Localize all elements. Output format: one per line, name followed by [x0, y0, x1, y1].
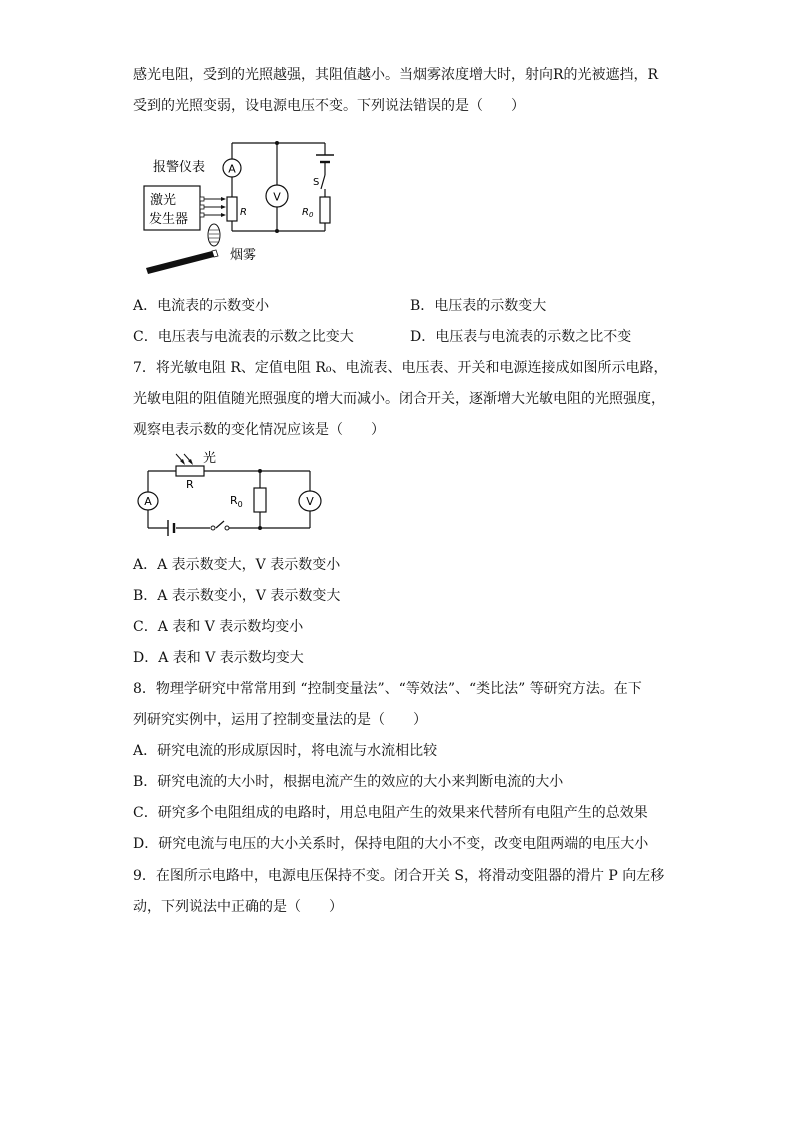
- q6-option-b[interactable]: B．电压表的示数变大: [410, 298, 547, 314]
- q7-option-d[interactable]: D．A 表和 V 表示数均变大: [133, 650, 304, 666]
- laser-label-2: 发生器: [149, 212, 189, 227]
- voltmeter-label: V: [306, 495, 314, 508]
- q7-option-c[interactable]: C．A 表和 V 表示数均变小: [133, 619, 304, 635]
- q7-option-a[interactable]: A．A 表示数变大，V 表示数变小: [133, 557, 341, 573]
- q6-option-d[interactable]: D．电压表与电流表的示数之比不变: [410, 329, 632, 345]
- q7-option-b[interactable]: B．A 表示数变小，V 表示数变大: [133, 588, 341, 604]
- q7-stem-line-3: 观察电表示数的变化情况应该是（ ）: [133, 422, 385, 438]
- ammeter-label: A: [144, 495, 152, 508]
- smoke-alarm-circuit-diagram: [140, 135, 360, 275]
- light-label: 光: [203, 451, 217, 466]
- q7-stem-line-2: 光敏电阻的阻值随光照强度的增大而减小。闭合开关，逐渐增大光敏电阻的光照强度，: [133, 391, 665, 407]
- q6-stem-line-1: 感光电阻，受到的光照越强，其阻值越小。当烟雾浓度增大时，射向R的光被遮挡，R: [133, 67, 659, 83]
- switch-label: S: [313, 177, 320, 188]
- smoke-label: 烟雾: [230, 248, 257, 263]
- q8-stem-line-2: 列研究实例中，运用了控制变量法的是（ ）: [133, 712, 427, 728]
- q6-option-c[interactable]: C．电压表与电流表的示数之比变大: [133, 329, 354, 345]
- q6-option-a[interactable]: A．电流表的示数变小: [133, 298, 270, 314]
- laser-label-1: 激光: [150, 193, 177, 208]
- q9-stem-line-2: 动，下列说法中正确的是（ ）: [133, 899, 343, 915]
- q8-stem-line-1: 8．物理学研究中常常用到 “控制变量法”、“等效法”、“类比法” 等研究方法。在下: [133, 681, 642, 697]
- voltmeter-label: V: [273, 190, 281, 204]
- q6-stem-line-2: 受到的光照变弱，设电源电压不变。下列说法错误的是（ ）: [133, 98, 525, 114]
- r0-label: $R_0$: [230, 494, 243, 509]
- q8-option-d[interactable]: D．研究电流与电压的大小关系时，保持电阻的大小不变，改变电阻两端的电压大小: [133, 836, 649, 852]
- ammeter-label: A: [228, 162, 236, 176]
- resistor-r-label: R: [186, 478, 194, 491]
- resistor-r-label: R: [240, 207, 247, 218]
- photoresistor-circuit-diagram: [132, 448, 332, 540]
- q8-option-b[interactable]: B．研究电流的大小时，根据电流产生的效应的大小来判断电流的大小: [133, 774, 564, 790]
- q9-stem-line-1: 9．在图所示电路中，电源电压保持不变。闭合开关 S，将滑动变阻器的滑片 P 向左移: [133, 868, 665, 884]
- q8-option-c[interactable]: C．研究多个电阻组成的电路时，用总电阻产生的效果来代替所有电阻产生的总效果: [133, 805, 648, 821]
- alarm-meter-label: 报警仪表: [153, 160, 206, 175]
- q7-stem-line-1: 7．将光敏电阻 R、定值电阻 R₀、电流表、电压表、开关和电源连接成如图所示电路，: [133, 360, 668, 376]
- q8-option-a[interactable]: A．研究电流的形成原因时，将电流与水流相比较: [133, 743, 438, 759]
- r0-label: $R_0$: [302, 207, 314, 219]
